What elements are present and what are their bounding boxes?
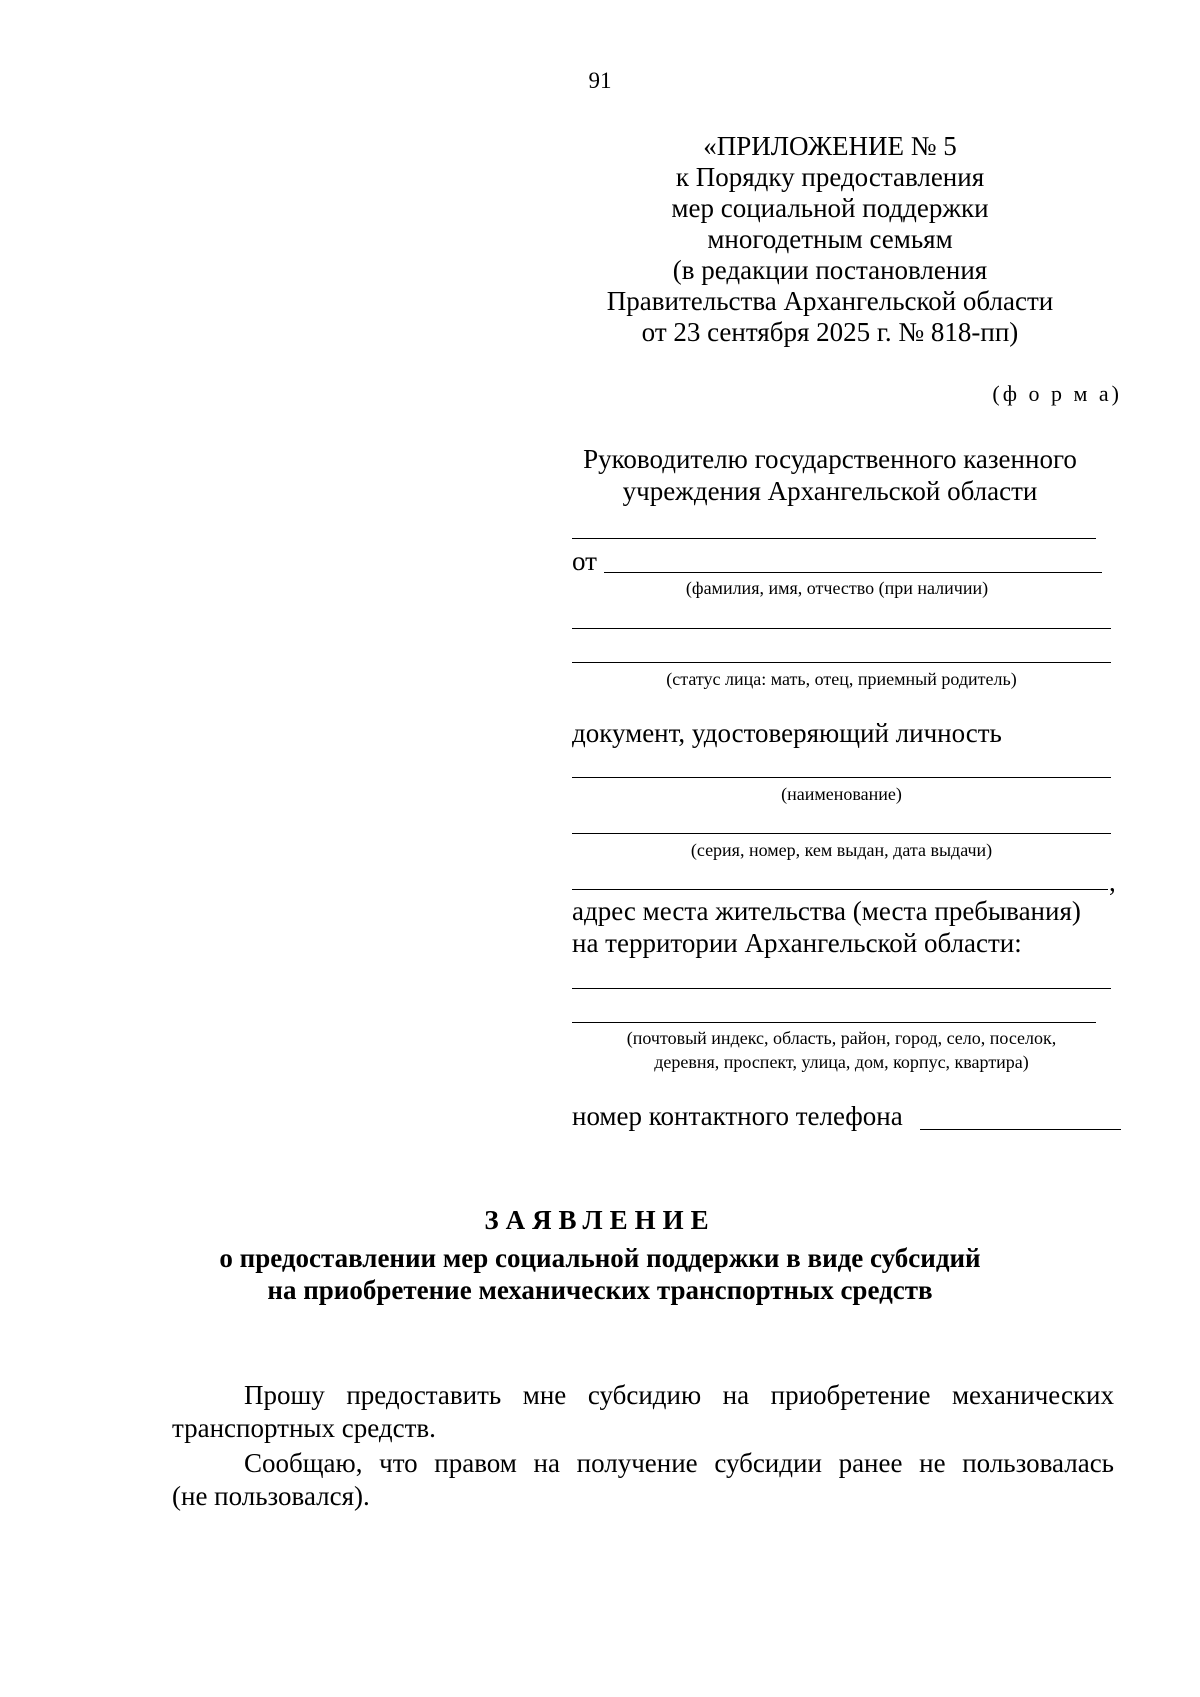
body-paragraph-1 (172, 1379, 1114, 1445)
body-line: (не пользовался). (172, 1481, 370, 1511)
applicant-name-line[interactable] (604, 572, 1102, 573)
form-label: (ф о р м а) (992, 381, 1122, 406)
institution-name-line[interactable] (572, 538, 1096, 539)
address-caption-2: деревня, проспект, улица, дом, корпус, квартира) (654, 1052, 1029, 1072)
address-label-1: адрес места жительства (места пребывания) (572, 896, 1081, 926)
applicant-name-line-2[interactable] (572, 628, 1111, 629)
page-number: 91 (588, 68, 612, 93)
address-line-1[interactable] (572, 988, 1111, 989)
from-label: от (572, 546, 597, 576)
appendix-line: к Порядку предоставления (675, 162, 985, 192)
appendix-line: мер социальной поддержки (671, 193, 989, 223)
phone-line[interactable] (920, 1129, 1121, 1130)
statement-subtitle (0, 1242, 1200, 1306)
name-caption: (фамилия, имя, отчество (при наличии) (685, 578, 989, 598)
applicant-status-line[interactable] (572, 662, 1111, 663)
subtitle-line-1: о предоставлении мер социальной поддержки в виде субсидий (219, 1243, 981, 1273)
appendix-line: «ПРИЛОЖЕНИЕ № 5 (703, 131, 957, 161)
body-paragraph-2 (172, 1447, 1114, 1513)
appendix-header (575, 131, 1085, 348)
appendix-line: Правительства Архангельской области (606, 286, 1054, 316)
body-line: транспортных средств. (172, 1413, 436, 1443)
id-name-caption: (наименование) (781, 784, 902, 804)
id-series-caption: (серия, номер, кем выдан, дата выдачи) (690, 840, 993, 860)
body-line: Сообщаю, что правом на получение субсидии ранее не пользовалась (244, 1448, 1114, 1478)
body-line: Прошу предоставить мне субсидию на приобретение механических (244, 1380, 1114, 1410)
id-document-series-line[interactable] (572, 833, 1111, 834)
appendix-line: от 23 сентября 2025 г. № 818-пп) (641, 317, 1019, 347)
subtitle-line-2: на приобретение механических транспортных средств (267, 1275, 933, 1305)
address-caption-1: (почтовый индекс, область, район, город, село, поселок, (626, 1028, 1057, 1048)
addressee (560, 443, 1100, 507)
address-line-2[interactable] (572, 1022, 1096, 1023)
appendix-line: (в редакции постановления (672, 255, 988, 285)
status-caption: (статус лица: мать, отец, приемный родитель) (666, 669, 1017, 689)
addressee-line: Руководителю государственного казенного (583, 444, 1077, 474)
id-document-label: документ, удостоверяющий личность (572, 718, 1002, 748)
id-document-name-line[interactable] (572, 777, 1111, 778)
address-label-2: на территории Архангельской области: (572, 928, 1022, 958)
id-document-extra-line[interactable] (572, 889, 1108, 890)
statement-title: ЗАЯВЛЕНИЕ (484, 1205, 716, 1235)
phone-label: номер контактного телефона (572, 1101, 903, 1131)
appendix-line: многодетным семьям (707, 224, 953, 254)
comma: , (1109, 867, 1116, 897)
addressee-line: учреждения Архангельской области (622, 476, 1038, 506)
